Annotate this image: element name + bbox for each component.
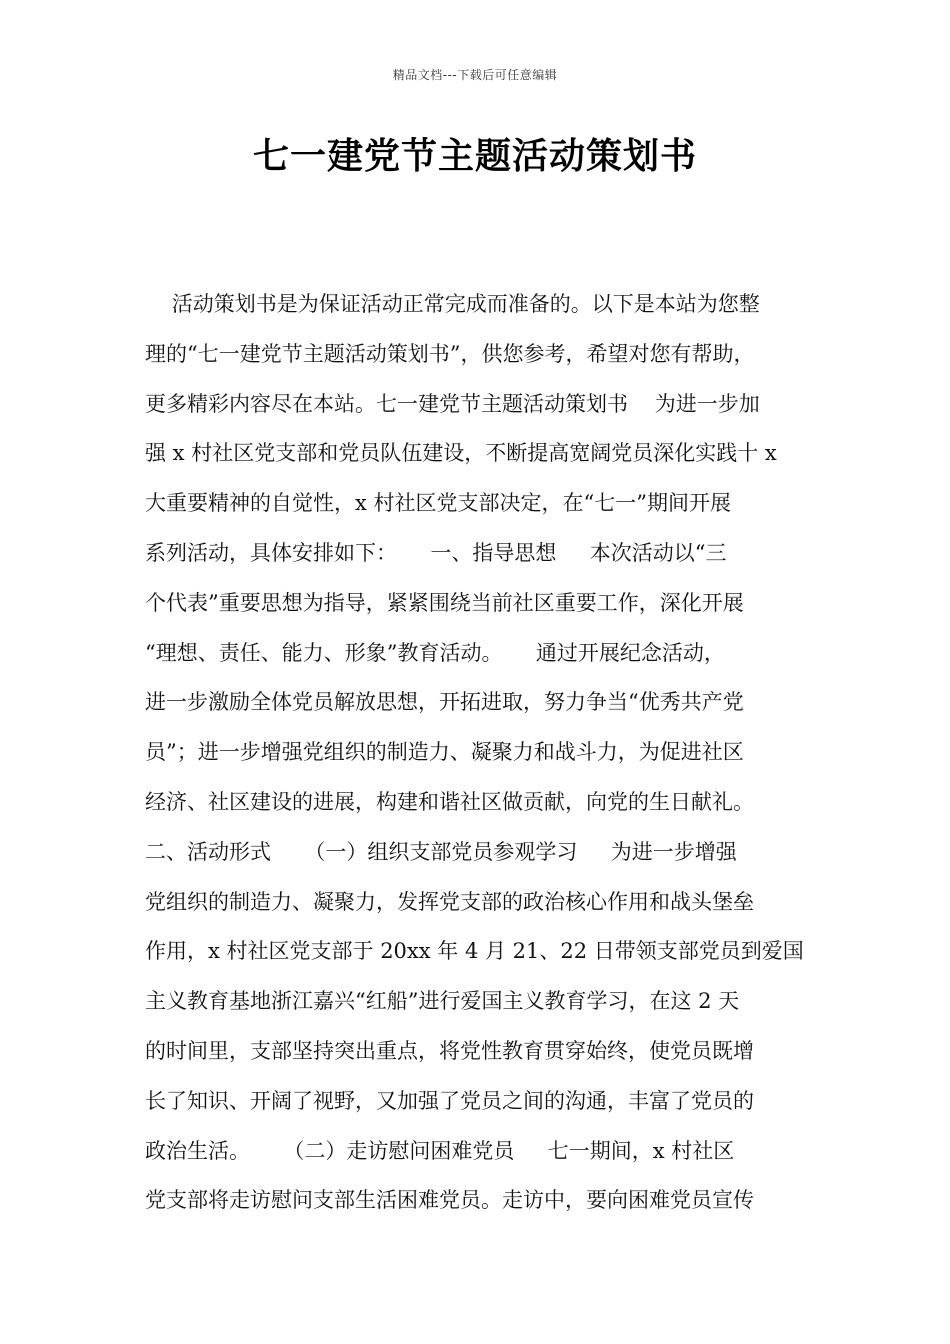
text-line: 大重要精神的自觉性，x 村社区党支部决定，在“七一”期间开展 <box>145 491 731 516</box>
text-line: 理的“七一建党节主题活动策划书”，供您参考，希望对您有帮助， <box>145 341 755 366</box>
text-line: 活动策划书是为保证活动正常完成而准备的。以下是本站为您整 <box>145 292 760 316</box>
text-line: 政治生活。 （二）走访慰问困难党员 七一期间，x 村社区 <box>145 1138 735 1163</box>
document-title: 七一建党节主题活动策划书 <box>252 136 697 177</box>
text-line: 员”；进一步增强党组织的制造力、凝聚力和战斗力，为促进社区 <box>145 740 744 765</box>
text-line: 二、活动形式 （一）组织支部党员参观学习 为进一步增强 <box>145 839 737 864</box>
header-note: 精品文档---下载后可任意编辑 <box>392 68 558 82</box>
text-line: 强 x 村社区党支部和党员队伍建设，不断提高宽阔党员深化实践十 x <box>145 441 777 466</box>
text-line: “理想、责任、能力、形象”教育活动。 通过开展纪念活动， <box>145 640 725 665</box>
text-line: 的时间里，支部坚持突出重点，将党性教育贯穿始终，使党员既增 <box>145 1038 754 1063</box>
text-line: 个代表”重要思想为指导，紧紧围绕当前社区重要工作，深化开展 <box>145 590 744 615</box>
text-line: 党组织的制造力、凝聚力，发挥党支部的政治核心作用和战头堡垒 <box>145 889 754 914</box>
text-line: 党支部将走访慰问支部生活困难党员。走访中，要向困难党员宣传 <box>145 1188 754 1213</box>
text-line: 经济、社区建设的进展，构建和谐社区做贡献，向党的生日献礼。 <box>145 789 754 814</box>
text-line: 更多精彩内容尽在本站。七一建党节主题活动策划书 为进一步加 <box>145 391 760 416</box>
text-line: 主义教育基地浙江嘉兴“红船”进行爱国主义教育学习，在这 2 天 <box>145 989 740 1014</box>
body-text <box>145 280 815 1226</box>
text-line: 系列活动，具体安排如下： 一、指导思想 本次活动以“三 <box>145 540 727 565</box>
text-line: 作用，x 村社区党支部于 20xx 年 4 月 21、22 日带领支部党员到爱国 <box>145 939 804 964</box>
text-line: 进一步激励全体党员解放思想，开拓进取，努力争当“优秀共产党 <box>145 690 744 715</box>
text-line: 长了知识、开阔了视野，又加强了党员之间的沟通，丰富了党员的 <box>145 1088 754 1113</box>
